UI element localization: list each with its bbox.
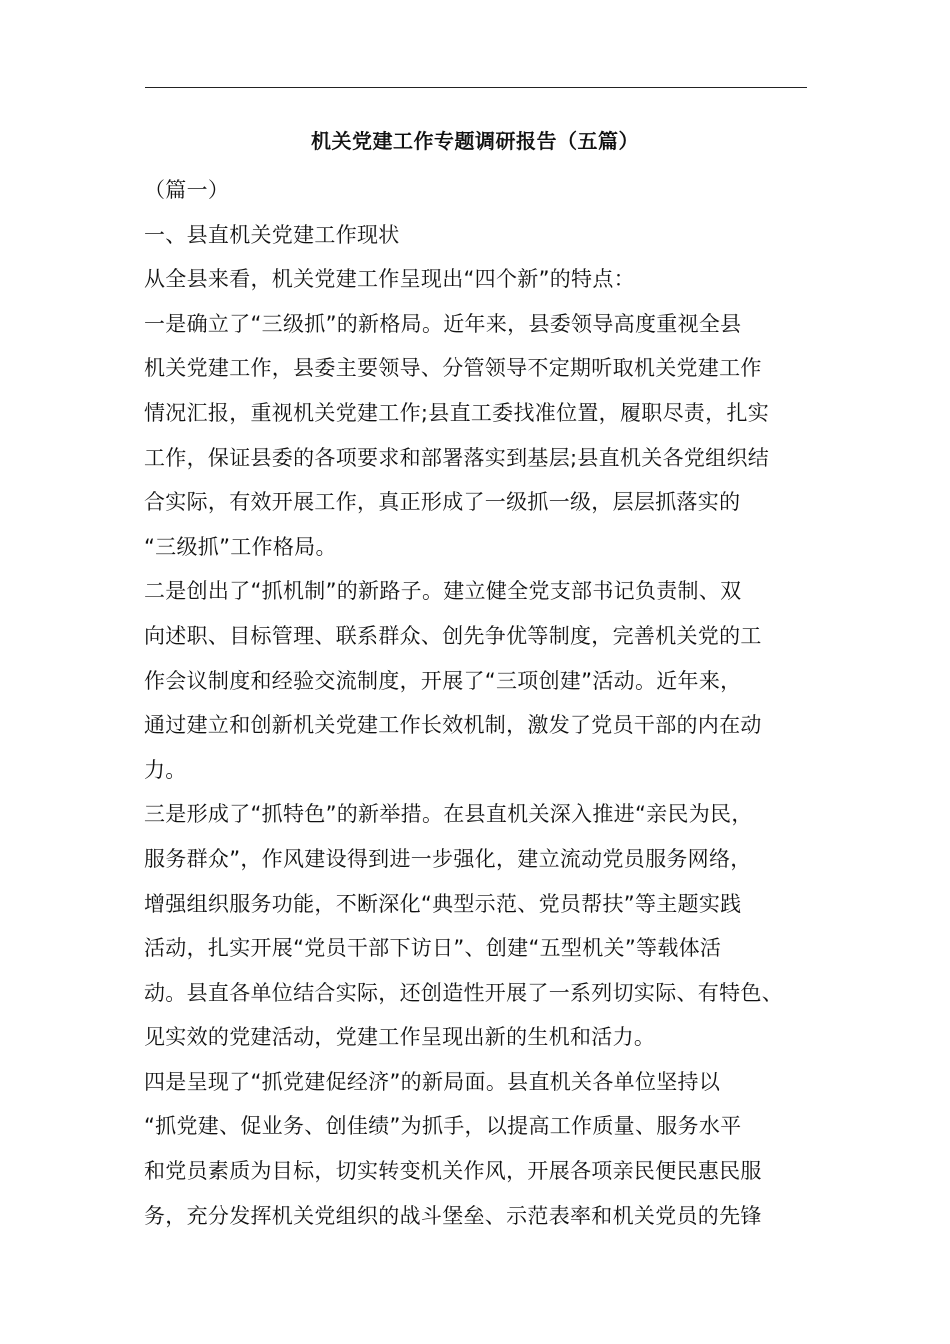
- text-line: 作会议制度和经验交流制度，开展了“三项创建”活动。近年来，: [144, 668, 742, 693]
- text-line: 从全县来看，机关党建工作呈现出“四个新”的特点：: [144, 267, 635, 292]
- text-line: 通过建立和创新机关党建工作长效机制，激发了党员干部的内在动: [144, 713, 762, 738]
- text-line: 力。: [144, 757, 187, 782]
- text-line: 一、县直机关党建工作现状: [144, 222, 400, 247]
- text-line: 二是创出了“抓机制”的新路子。建立健全党支部书记负责制、双: [144, 579, 742, 604]
- text-line: 向述职、目标管理、联系群众、创先争优等制度，完善机关党的工: [144, 623, 762, 648]
- document-body: [144, 168, 812, 1238]
- text-line: 动。县直各单位结合实际，还创造性开展了一系列切实际、有特色、: [144, 980, 783, 1005]
- text-line: 四是呈现了“抓党建促经济”的新局面。县直机关各单位坚持以: [144, 1069, 721, 1094]
- text-line: 情况汇报，重视机关党建工作;县直工委找准位置，履职尽责，扎实: [144, 400, 770, 425]
- text-line: “抓党建、促业务、创佳绩”为抓手，以提高工作质量、服务水平: [144, 1114, 742, 1139]
- header-rule: [145, 87, 807, 88]
- document-title: 机关党建工作专题调研报告（五篇）: [311, 129, 639, 153]
- text-line: 一是确立了“三级抓”的新格局。近年来，县委领导高度重视全县: [144, 311, 742, 336]
- text-line: 务，充分发挥机关党组织的战斗堡垒、示范表率和机关党员的先锋: [144, 1203, 762, 1228]
- text-line: （篇一）: [144, 178, 230, 202]
- text-line: 活动，扎实开展“党员干部下访日”、创建“五型机关”等载体活: [144, 936, 722, 961]
- text-line: 增强组织服务功能，不断深化“典型示范、党员帮扶”等主题实践: [144, 891, 742, 916]
- text-line: 工作，保证县委的各项要求和部署落实到基层;县直机关各党组织结: [144, 445, 770, 470]
- text-line: 见实效的党建活动，党建工作呈现出新的生机和活力。: [144, 1025, 656, 1050]
- text-line: 机关党建工作，县委主要领导、分管领导不定期听取机关党建工作: [144, 356, 762, 381]
- text-line: 三是形成了“抓特色”的新举措。在县直机关深入推进“亲民为民，: [144, 802, 753, 827]
- text-line: 服务群众”，作风建设得到进一步强化，建立流动党员服务网络，: [144, 846, 752, 871]
- text-line: 和党员素质为目标，切实转变机关作风，开展各项亲民便民惠民服: [144, 1159, 762, 1184]
- text-line: 合实际，有效开展工作，真正形成了一级抓一级，层层抓落实的: [144, 490, 741, 515]
- text-line: “三级抓”工作格局。: [144, 534, 337, 559]
